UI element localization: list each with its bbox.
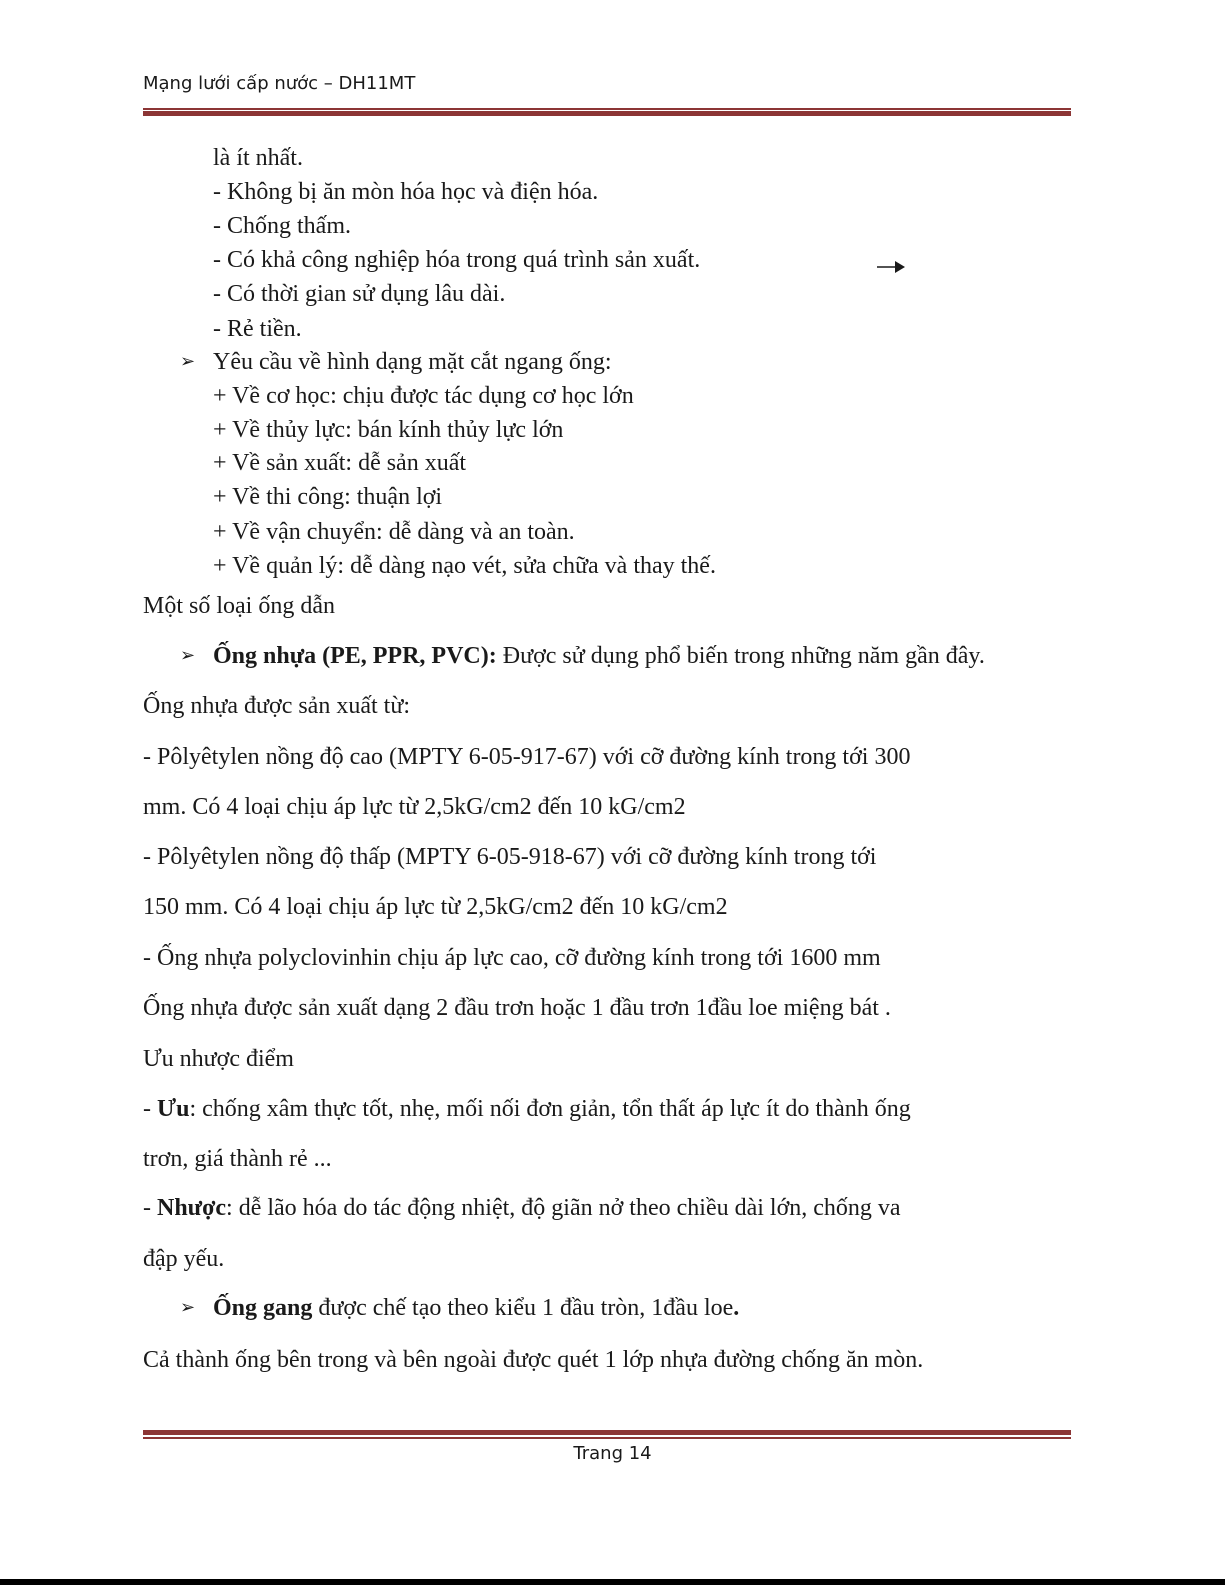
footer-rule-thick (143, 1430, 1071, 1435)
text-line: trơn, giá thành rẻ ... (143, 1146, 332, 1172)
text-line: + Về cơ học: chịu được tác dụng cơ học lớn (213, 383, 634, 409)
page-bottom-edge (0, 1579, 1225, 1585)
text-line: - Chống thấm. (213, 213, 351, 239)
header-rule-thin (143, 108, 1071, 110)
text-line: - Pôlyêtylen nồng độ thấp (MPTY 6-05-918-67) với cỡ đường kính trong tới (143, 844, 877, 870)
footer-rule-thin (143, 1437, 1071, 1439)
pros-text: : chống xâm thực tốt, nhẹ, mối nối đơn giản, tổn thất áp lực ít do thành ống (189, 1096, 911, 1122)
header-title: Mạng lưới cấp nước – DH11MT (143, 73, 416, 94)
text-line: + Về thi công: thuận lợi (213, 484, 443, 510)
pros-line (143, 1095, 911, 1123)
page-number: Trang 14 (573, 1443, 652, 1464)
text-line: 150 mm. Có 4 loại chịu áp lực từ 2,5kG/cm2 đến 10 kG/cm2 (143, 894, 728, 920)
text-line: - Có khả công nghiệp hóa trong quá trình sản xuất. (213, 247, 701, 273)
text-line: mm. Có 4 loại chịu áp lực từ 2,5kG/cm2 đến 10 kG/cm2 (143, 794, 686, 820)
text-line: Ống nhựa được sản xuất từ: (143, 693, 410, 719)
bullet-item-text: Được sử dụng phổ biến trong những năm gần đây. (496, 643, 985, 669)
header-rule-thick (143, 111, 1071, 116)
text-line: - Ống nhựa polyclovinhin chịu áp lực cao, cỡ đường kính trong tới 1600 mm (143, 945, 881, 971)
pros-prefix: - (143, 1096, 157, 1122)
text-line: Cả thành ống bên trong và bên ngoài được quét 1 lớp nhựa đường chống ăn mòn. (143, 1347, 924, 1373)
bullet-item-dot: . (733, 1295, 740, 1321)
text-line: - Có thời gian sử dụng lâu dài. (213, 281, 506, 307)
bullet-item-text: được chế tạo theo kiểu 1 đầu tròn, 1đầu loe (312, 1295, 734, 1321)
text-line: - Rẻ tiền. (213, 316, 302, 342)
bullet-arrow-icon: ➢ (180, 351, 196, 372)
pros-label: Ưu (157, 1096, 190, 1122)
text-line: là ít nhất. (213, 145, 303, 171)
bullet-item (213, 642, 985, 670)
bullet-arrow-icon: ➢ (180, 1297, 196, 1318)
text-line: - Pôlyêtylen nồng độ cao (MPTY 6-05-917-67) với cỡ đường kính trong tới 300 (143, 744, 911, 770)
text-line: Ống nhựa được sản xuất dạng 2 đầu trơn hoặc 1 đầu trơn 1đầu loe miệng bát . (143, 995, 891, 1021)
text-line: Ưu nhược điểm (143, 1046, 294, 1072)
bullet-item-bold: Ống gang (213, 1295, 313, 1321)
section-heading: Một số loại ống dẫn (143, 593, 335, 619)
cons-label: Nhược (157, 1195, 227, 1221)
bullet-item-bold: Ống nhựa (PE, PPR, PVC): (213, 643, 497, 669)
cons-text: : dễ lão hóa do tác động nhiệt, độ giãn nở theo chiều dài lớn, chống va (226, 1195, 901, 1221)
bullet-heading: Yêu cầu về hình dạng mặt cắt ngang ống: (213, 349, 612, 375)
text-line: đập yếu. (143, 1246, 225, 1272)
text-line: + Về quản lý: dễ dàng nạo vét, sửa chữa và thay thế. (213, 553, 716, 579)
bullet-item (213, 1294, 739, 1322)
text-line: + Về vận chuyển: dễ dàng và an toàn. (213, 519, 575, 545)
cons-line (143, 1194, 901, 1222)
cons-prefix: - (143, 1195, 157, 1221)
arrow-right-icon (877, 258, 907, 276)
text-line: - Không bị ăn mòn hóa học và điện hóa. (213, 179, 599, 205)
text-line: + Về thủy lực: bán kính thủy lực lớn (213, 417, 564, 443)
bullet-arrow-icon: ➢ (180, 645, 196, 666)
text-line: + Về sản xuất: dễ sản xuất (213, 450, 467, 476)
